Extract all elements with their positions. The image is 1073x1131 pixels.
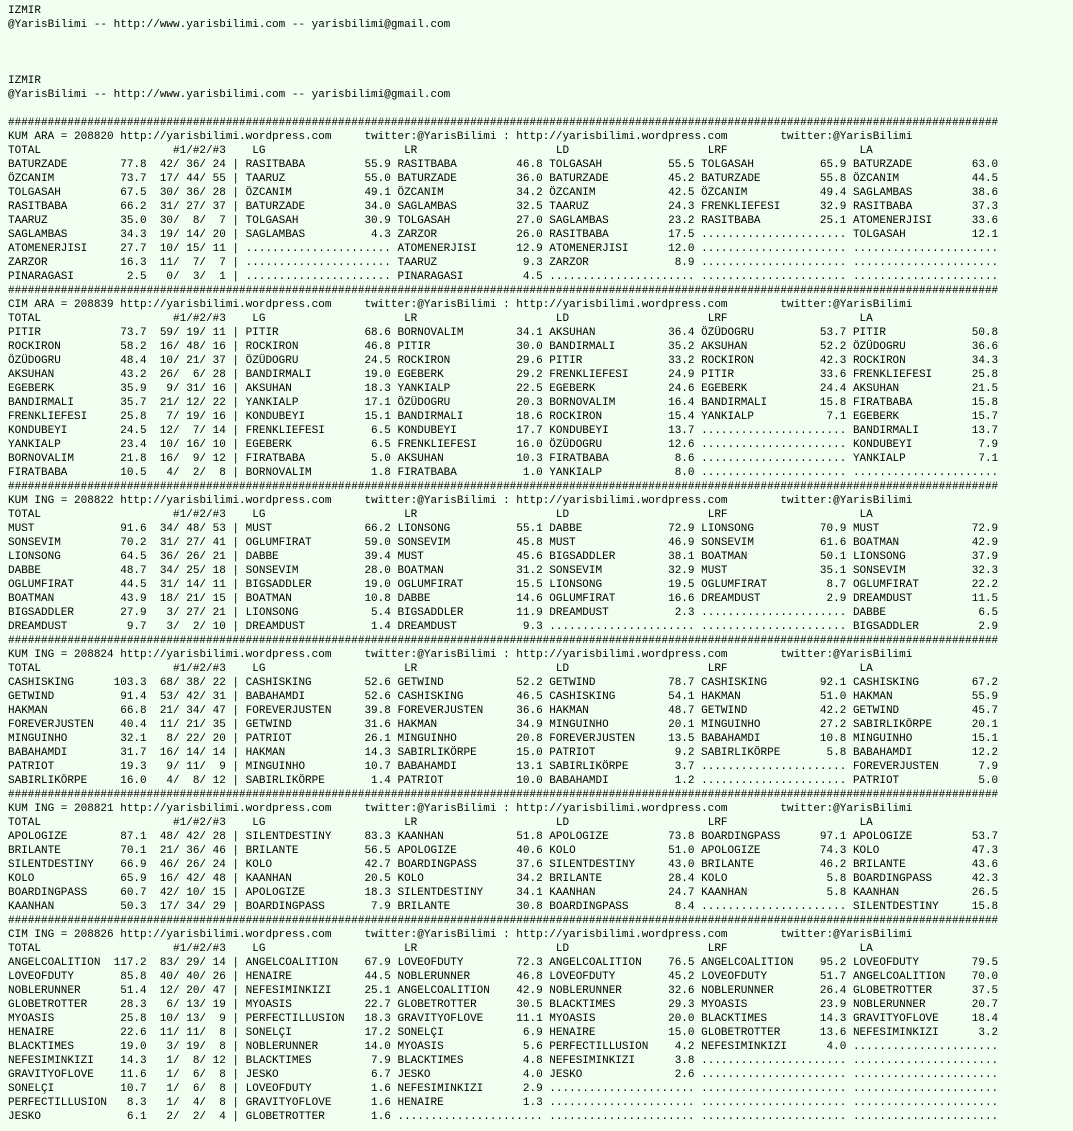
table-row: FIRATBABA 10.5 4/ 2/ 8 | BORNOVALIM 1.8 FIRATBABA 1.0 YANKIALP 8.0 ...................... ...................... [8, 467, 999, 479]
table-row: LOVEOFDUTY 85.8 40/ 40/ 26 | HENAIRE 44.5 NOBLERUNNER 46.8 LOVEOFDUTY 45.2 LOVEOFDUTY 51.7 ANGELCOALITION 70.0 [8, 971, 999, 983]
table-row: NOBLERUNNER 51.4 12/ 20/ 47 | NEFESIMINKIZI 25.1 ANGELCOALITION 42.9 NOBLERUNNER 32.6 NOBLERUNNER 26.4 GLOBETROTTER 37.5 [8, 985, 999, 997]
race-title-links: http://yarisbilimi.wordpress.com twitter:@YarisBilimi : http://yarisbilimi.wordpress.com twitter:@YarisBilimi [113, 495, 913, 507]
table-row: SILENTDESTINY 66.9 46/ 26/ 24 | KOLO 42.7 BOARDINGPASS 37.6 SILENTDESTINY 43.0 BRILANTE 46.2 BRILANTE 43.6 [8, 859, 999, 871]
header-block [8, 4, 1073, 116]
table-row: TAARUZ 35.0 30/ 8/ 7 | TOLGASAH 30.9 TOLGASAH 27.0 SAGLAMBAS 23.2 RASITBABA 25.1 ATOMENERJISI 33.6 [8, 215, 999, 227]
table-row: AKSUHAN 43.2 26/ 6/ 28 | BANDIRMALI 19.0 EGEBERK 29.2 FRENKLIEFESI 24.9 PITIR 33.6 FRENKLIEFESI 25.8 [8, 369, 999, 381]
table-row: JESKO 6.1 2/ 2/ 4 | GLOBETROTTER 1.6 ...................... ...................... ...................... ...................... [8, 1111, 999, 1123]
race-title: CIM ING = 208826 [8, 929, 114, 941]
table-row: ATOMENERJISI 27.7 10/ 15/ 11 | ...................... ATOMENERJISI 12.9 ATOMENERJISI 12.0 ...................... ...................... [8, 243, 999, 255]
table-row: ZARZOR 16.3 11/ 7/ 7 | ...................... TAARUZ 9.3 ZARZOR 8.9 ...................... ...................... [8, 257, 999, 269]
table-row: PATRIOT 19.3 9/ 11/ 9 | MINGUINHO 10.7 BABAHAMDI 13.1 SABIRLIKÖRPE 3.7 ...................... FOREVERJUSTEN 7.9 [8, 761, 999, 773]
table-row: BATURZADE 77.8 42/ 36/ 24 | RASITBABA 55.9 RASITBABA 46.8 TOLGASAH 55.5 TOLGASAH 65.9 BATURZADE 63.0 [8, 159, 999, 171]
race-title-links: http://yarisbilimi.wordpress.com twitter:@YarisBilimi : http://yarisbilimi.wordpress.com twitter:@YarisBilimi [113, 649, 913, 661]
table-row: MYOASIS 25.8 10/ 13/ 9 | PERFECTILLUSION 18.3 GRAVITYOFLOVE 11.1 MYOASIS 20.0 BLACKTIMES 14.3 GRAVITYOFLOVE 18.4 [8, 1013, 999, 1025]
table-row: EGEBERK 35.9 9/ 31/ 16 | AKSUHAN 18.3 YANKIALP 22.5 EGEBERK 24.6 EGEBERK 24.4 AKSUHAN 21.5 [8, 383, 999, 395]
separator-line: ###################################################################################################################################################### [8, 915, 999, 927]
column-header-row: TOTAL #1/#2/#3 LG LR LD LRF LA [8, 663, 873, 675]
separator-line: ###################################################################################################################################################### [8, 481, 999, 493]
table-row: PERFECTILLUSION 8.3 1/ 4/ 8 | GRAVITYOFLOVE 1.6 HENAIRE 1.3 ...................... ...................... ...................... [8, 1097, 999, 1109]
table-row: ÖZÜDOGRU 48.4 10/ 21/ 37 | ÖZÜDOGRU 24.5 ROCKIRON 29.6 PITIR 33.2 ROCKIRON 42.3 ROCKIRON 34.3 [8, 355, 999, 367]
table-row: DABBE 48.7 34/ 25/ 18 | SONSEVIM 28.0 BOATMAN 31.2 SONSEVIM 32.9 MUST 35.1 SONSEVIM 32.3 [8, 565, 999, 577]
city-line-repeat: IZMIR [8, 75, 42, 87]
separator-line: ###################################################################################################################################################### [8, 789, 999, 801]
table-row: FOREVERJUSTEN 40.4 11/ 21/ 35 | GETWIND 31.6 HAKMAN 34.9 MINGUINHO 20.1 MINGUINHO 27.2 SABIRLIKÖRPE 20.1 [8, 719, 999, 731]
table-row: SONSEVIM 70.2 31/ 27/ 41 | OGLUMFIRAT 59.0 SONSEVIM 45.8 MUST 46.9 SONSEVIM 61.6 BOATMAN 42.9 [8, 537, 999, 549]
table-row: NEFESIMINKIZI 14.3 1/ 8/ 12 | BLACKTIMES 7.9 BLACKTIMES 4.8 NEFESIMINKIZI 3.8 ...................... ...................... [8, 1055, 999, 1067]
credit-line-repeat: @YarisBilimi -- http://www.yarisbilimi.com -- yarisbilimi@gmail.com [8, 89, 451, 101]
table-row: YANKIALP 23.4 10/ 16/ 10 | EGEBERK 6.5 FRENKLIEFESI 16.0 ÖZÜDOGRU 12.6 ...................... KONDUBEYI 7.9 [8, 439, 999, 451]
table-row: TOLGASAH 67.5 30/ 36/ 28 | ÖZCANIM 49.1 ÖZCANIM 34.2 ÖZCANIM 42.5 ÖZCANIM 49.4 SAGLAMBAS 38.6 [8, 187, 999, 199]
column-header-row: TOTAL #1/#2/#3 LG LR LD LRF LA [8, 145, 873, 157]
table-row: CASHISKING 103.3 68/ 38/ 22 | CASHISKING 52.6 GETWIND 52.2 GETWIND 78.7 CASHISKING 92.1 CASHISKING 67.2 [8, 677, 999, 689]
table-row: HAKMAN 66.8 21/ 34/ 47 | FOREVERJUSTEN 39.8 FOREVERJUSTEN 36.6 HAKMAN 48.7 GETWIND 42.2 GETWIND 45.7 [8, 705, 999, 717]
column-header-row: TOTAL #1/#2/#3 LG LR LD LRF LA [8, 509, 873, 521]
table-row: BOARDINGPASS 60.7 42/ 10/ 15 | APOLOGIZE 18.3 SILENTDESTINY 34.1 KAANHAN 24.7 KAANHAN 5.8 KAANHAN 26.5 [8, 887, 999, 899]
table-row: HENAIRE 22.6 11/ 11/ 8 | SONELÇI 17.2 SONELÇI 6.9 HENAIRE 15.0 GLOBETROTTER 13.6 NEFESIMINKIZI 3.2 [8, 1027, 999, 1039]
city-line: IZMIR [8, 5, 42, 17]
race-title-links: http://yarisbilimi.wordpress.com twitter:@YarisBilimi : http://yarisbilimi.wordpress.com twitter:@YarisBilimi [113, 299, 913, 311]
table-row: MUST 91.6 34/ 48/ 53 | MUST 66.2 LIONSONG 55.1 DABBE 72.9 LIONSONG 70.9 MUST 72.9 [8, 523, 999, 535]
race-title: KUM ING = 208821 [8, 803, 114, 815]
table-row: BANDIRMALI 35.7 21/ 12/ 22 | YANKIALP 17.1 ÖZÜDOGRU 20.3 BORNOVALIM 16.4 BANDIRMALI 15.8 FIRATBABA 15.8 [8, 397, 999, 409]
separator-line: ###################################################################################################################################################### [8, 117, 999, 129]
table-row: SONELÇI 10.7 1/ 6/ 8 | LOVEOFDUTY 1.6 NEFESIMINKIZI 2.9 ...................... ...................... ...................... [8, 1083, 999, 1095]
credit-line: @YarisBilimi -- http://www.yarisbilimi.com -- yarisbilimi@gmail.com [8, 19, 451, 31]
table-row: KAANHAN 50.3 17/ 34/ 29 | BOARDINGPASS 7.9 BRILANTE 30.8 BOARDINGPASS 8.4 ...................... SILENTDESTINY 15.8 [8, 901, 999, 913]
table-row: BLACKTIMES 19.0 3/ 19/ 8 | NOBLERUNNER 14.0 MYOASIS 5.6 PERFECTILLUSION 4.2 NEFESIMINKIZI 4.0 ...................... [8, 1041, 999, 1053]
table-row: ANGELCOALITION 117.2 83/ 29/ 14 | ANGELCOALITION 67.9 LOVEOFDUTY 72.3 ANGELCOALITION 76.5 ANGELCOALITION 95.2 LOVEOFDUTY 79.5 [8, 957, 999, 969]
race-title: KUM ING = 208824 [8, 649, 114, 661]
table-row: OGLUMFIRAT 44.5 31/ 14/ 11 | BIGSADDLER 19.0 OGLUMFIRAT 15.5 LIONSONG 19.5 OGLUMFIRAT 8.7 OGLUMFIRAT 22.2 [8, 579, 999, 591]
table-row: BORNOVALIM 21.8 16/ 9/ 12 | FIRATBABA 5.0 AKSUHAN 10.3 FIRATBABA 8.6 ...................... YANKIALP 7.1 [8, 453, 999, 465]
column-header-row: TOTAL #1/#2/#3 LG LR LD LRF LA [8, 943, 873, 955]
table-row: APOLOGIZE 87.1 48/ 42/ 28 | SILENTDESTINY 83.3 KAANHAN 51.8 APOLOGIZE 73.8 BOARDINGPASS 97.1 APOLOGIZE 53.7 [8, 831, 999, 843]
table-row: ROCKIRON 58.2 16/ 48/ 16 | ROCKIRON 46.8 PITIR 30.0 BANDIRMALI 35.2 AKSUHAN 52.2 ÖZÜDOGRU 36.6 [8, 341, 999, 353]
race-title: KUM ARA = 208820 [8, 131, 114, 143]
table-row: BOATMAN 43.9 18/ 21/ 15 | BOATMAN 10.8 DABBE 14.6 OGLUMFIRAT 16.6 DREAMDUST 2.9 DREAMDUST 11.5 [8, 593, 999, 605]
table-row: BIGSADDLER 27.9 3/ 27/ 21 | LIONSONG 5.4 BIGSADDLER 11.9 DREAMDUST 2.3 ...................... DABBE 6.5 [8, 607, 999, 619]
separator-line: ###################################################################################################################################################### [8, 285, 999, 297]
table-row: GLOBETROTTER 28.3 6/ 13/ 19 | MYOASIS 22.7 GLOBETROTTER 30.5 BLACKTIMES 29.3 MYOASIS 23.9 NOBLERUNNER 20.7 [8, 999, 999, 1011]
race-tables [8, 116, 1073, 1124]
race-title: KUM ING = 208822 [8, 495, 114, 507]
table-row: MINGUINHO 32.1 8/ 22/ 20 | PATRIOT 26.1 MINGUINHO 20.8 FOREVERJUSTEN 13.5 BABAHAMDI 10.8 MINGUINHO 15.1 [8, 733, 999, 745]
table-row: SABIRLIKÖRPE 16.0 4/ 8/ 12 | SABIRLIKÖRPE 1.4 PATRIOT 10.0 BABAHAMDI 1.2 ...................... PATRIOT 5.0 [8, 775, 999, 787]
table-row: DREAMDUST 9.7 3/ 2/ 10 | DREAMDUST 1.4 DREAMDUST 9.3 ...................... ...................... BIGSADDLER 2.9 [8, 621, 999, 633]
race-title-links: http://yarisbilimi.wordpress.com twitter:@YarisBilimi : http://yarisbilimi.wordpress.com twitter:@YarisBilimi [113, 131, 913, 143]
column-header-row: TOTAL #1/#2/#3 LG LR LD LRF LA [8, 313, 873, 325]
table-row: PITIR 73.7 59/ 19/ 11 | PITIR 68.6 BORNOVALIM 34.1 AKSUHAN 36.4 ÖZÜDOGRU 53.7 PITIR 50.8 [8, 327, 999, 339]
column-header-row: TOTAL #1/#2/#3 LG LR LD LRF LA [8, 817, 873, 829]
table-row: PINARAGASI 2.5 0/ 3/ 1 | ...................... PINARAGASI 4.5 ...................... ...................... ...................... [8, 271, 999, 283]
table-row: SAGLAMBAS 34.3 19/ 14/ 20 | SAGLAMBAS 4.3 ZARZOR 26.0 RASITBABA 17.5 ...................... TOLGASAH 12.1 [8, 229, 999, 241]
table-row: BRILANTE 70.1 21/ 36/ 46 | BRILANTE 56.5 APOLOGIZE 40.6 KOLO 51.0 APOLOGIZE 74.3 KOLO 47.3 [8, 845, 999, 857]
table-row: ÖZCANIM 73.7 17/ 44/ 55 | TAARUZ 55.0 BATURZADE 36.0 BATURZADE 45.2 BATURZADE 55.8 ÖZCANIM 44.5 [8, 173, 999, 185]
race-title-links: http://yarisbilimi.wordpress.com twitter:@YarisBilimi : http://yarisbilimi.wordpress.com twitter:@YarisBilimi [113, 929, 913, 941]
race-title: CIM ARA = 208839 [8, 299, 114, 311]
race-title-links: http://yarisbilimi.wordpress.com twitter:@YarisBilimi : http://yarisbilimi.wordpress.com twitter:@YarisBilimi [113, 803, 913, 815]
table-row: GRAVITYOFLOVE 11.6 1/ 6/ 8 | JESKO 6.7 JESKO 4.0 JESKO 2.6 ...................... ...................... [8, 1069, 999, 1081]
table-row: LIONSONG 64.5 36/ 26/ 21 | DABBE 39.4 MUST 45.6 BIGSADDLER 38.1 BOATMAN 50.1 LIONSONG 37.9 [8, 551, 999, 563]
table-row: KONDUBEYI 24.5 12/ 7/ 14 | FRENKLIEFESI 6.5 KONDUBEYI 17.7 KONDUBEYI 13.7 ...................... BANDIRMALI 13.7 [8, 425, 999, 437]
table-row: GETWIND 91.4 53/ 42/ 31 | BABAHAMDI 52.6 CASHISKING 46.5 CASHISKING 54.1 HAKMAN 51.0 HAKMAN 55.9 [8, 691, 999, 703]
table-row: FRENKLIEFESI 25.8 7/ 19/ 16 | KONDUBEYI 15.1 BANDIRMALI 18.6 ROCKIRON 15.4 YANKIALP 7.1 EGEBERK 15.7 [8, 411, 999, 423]
separator-line: ###################################################################################################################################################### [8, 635, 999, 647]
table-row: BABAHAMDI 31.7 16/ 14/ 14 | HAKMAN 14.3 SABIRLIKÖRPE 15.0 PATRIOT 9.2 SABIRLIKÖRPE 5.8 BABAHAMDI 12.2 [8, 747, 999, 759]
table-row: KOLO 65.9 16/ 42/ 48 | KAANHAN 20.5 KOLO 34.2 BRILANTE 28.4 KOLO 5.8 BOARDINGPASS 42.3 [8, 873, 999, 885]
table-row: RASITBABA 66.2 31/ 27/ 37 | BATURZADE 34.0 SAGLAMBAS 32.5 TAARUZ 24.3 FRENKLIEFESI 32.9 RASITBABA 37.3 [8, 201, 999, 213]
